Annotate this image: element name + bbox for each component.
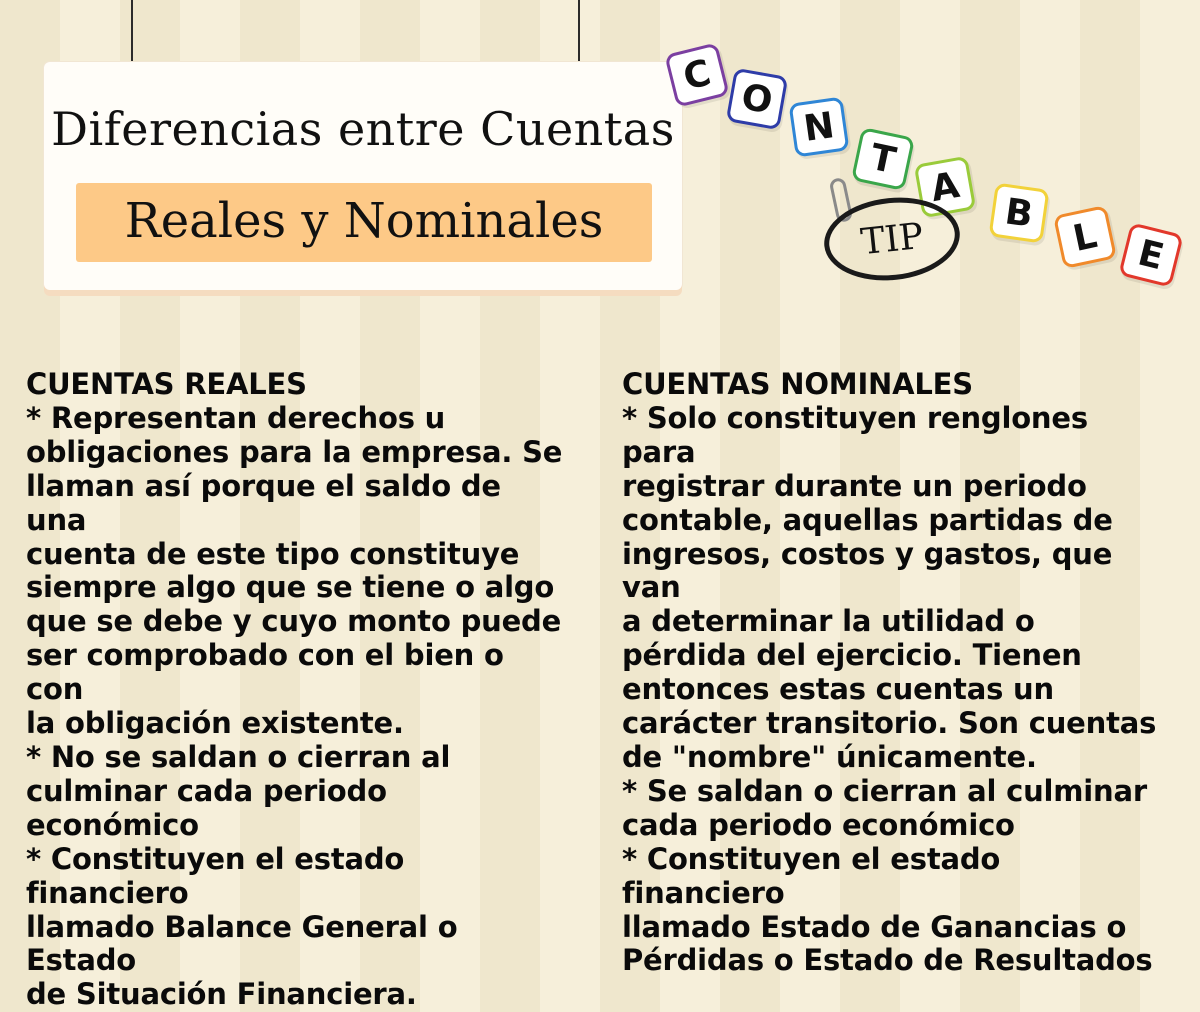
letter-tile: C <box>664 42 729 107</box>
left-line: ser comprobado con el bien o con <box>26 638 504 707</box>
right-line: * Solo constituyen renglones para <box>622 400 1088 469</box>
right-line: carácter transitorio. Son cuentas <box>622 706 1157 741</box>
nominales-body <box>622 402 1162 978</box>
letter-tile: L <box>1053 205 1117 269</box>
left-line: que se debe y cuyo monto puede <box>26 604 562 639</box>
left-line: * No se saldan o cierran al <box>26 739 451 774</box>
left-line: llamado Balance General o Estado <box>26 909 458 978</box>
subtitle-banner <box>76 183 652 262</box>
nominales-heading: CUENTAS NOMINALES <box>622 367 973 401</box>
left-line: la obligación existente. <box>26 706 404 741</box>
right-line: entonces estas cuentas un <box>622 672 1054 707</box>
reales-body <box>26 402 566 1012</box>
right-line: cada periodo económico <box>622 807 1015 842</box>
left-line: llaman así porque el saldo de una <box>26 468 501 537</box>
page-title: Diferencias entre Cuentas <box>51 102 675 156</box>
left-line: obligaciones para la empresa. Se <box>26 434 563 469</box>
left-line: * Representan derechos u <box>26 400 446 435</box>
letter-tile: N <box>789 97 850 158</box>
tip-label: TIP <box>858 215 926 263</box>
letter-tile: O <box>726 68 789 131</box>
title-sign <box>44 62 682 290</box>
left-line: culminar cada periodo económico <box>26 773 387 842</box>
right-line: a determinar la utilidad o <box>622 604 1035 639</box>
right-line: * Se saldan o cierran al culminar <box>622 773 1147 808</box>
page-subtitle: Reales y Nominales <box>124 193 604 249</box>
right-line: * Constituyen el estado financiero <box>622 841 1001 910</box>
right-line: ingresos, costos y gastos, que van <box>622 536 1113 605</box>
nominales-column <box>622 368 1162 978</box>
left-line: * Constituyen el estado financiero <box>26 841 405 910</box>
letter-tile: E <box>1118 222 1183 287</box>
letter-tile: B <box>989 183 1050 244</box>
left-line: cuenta de este tipo constituye <box>26 536 520 571</box>
right-line: Pérdidas o Estado de Resultados <box>622 943 1153 978</box>
right-line: pérdida del ejercicio. Tienen <box>622 638 1082 673</box>
left-line: siempre algo que se tiene o algo <box>26 570 555 605</box>
right-line: llamado Estado de Ganancias o <box>622 909 1127 944</box>
left-line: de Situación Financiera. <box>26 977 417 1012</box>
reales-heading: CUENTAS REALES <box>26 367 307 401</box>
reales-column <box>26 368 566 1012</box>
right-line: contable, aquellas partidas de <box>622 502 1113 537</box>
letter-tile: A <box>914 156 977 219</box>
right-line: de "nombre" únicamente. <box>622 739 1037 774</box>
letter-tile: T <box>851 127 915 191</box>
right-line: registrar durante un periodo <box>622 468 1087 503</box>
